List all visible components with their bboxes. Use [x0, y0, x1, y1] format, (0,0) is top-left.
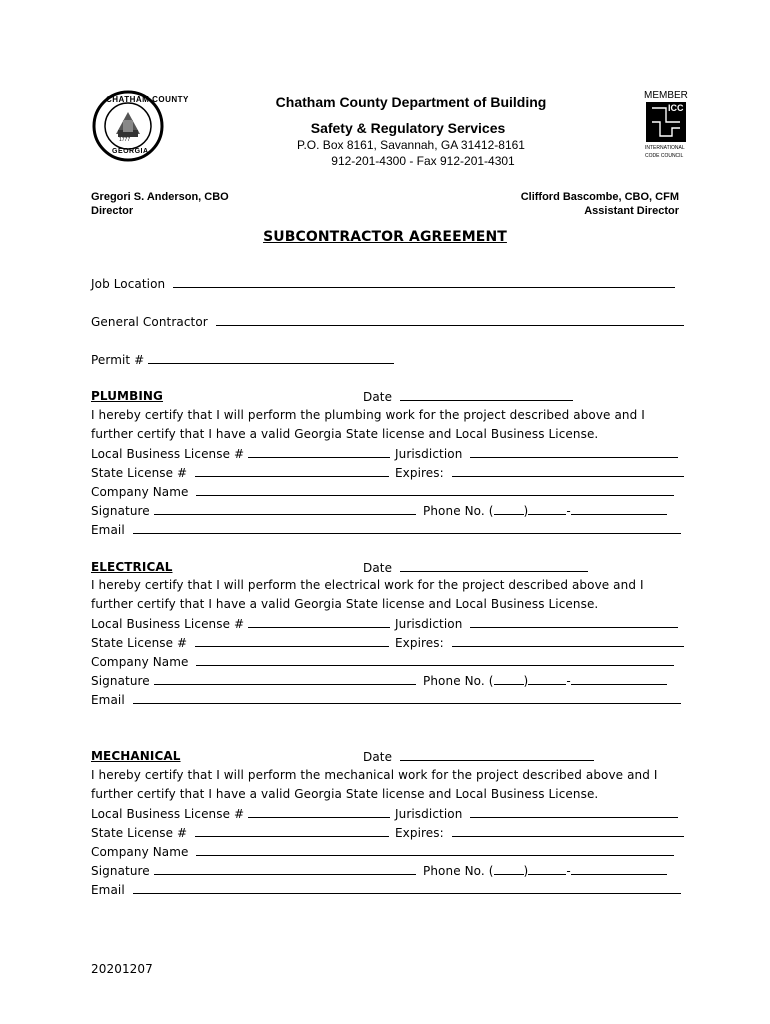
signature-input-line[interactable]	[154, 863, 416, 875]
phone-number-line[interactable]	[571, 673, 667, 685]
signature-label: Signature	[91, 864, 150, 878]
seal-text-bottom: GEORGIA	[112, 148, 149, 155]
date-field	[363, 560, 588, 575]
icc-member-label: MEMBER	[644, 90, 688, 101]
expires-label: Expires:	[395, 826, 444, 840]
state-license-field	[91, 635, 389, 650]
phone-area-line[interactable]	[494, 863, 524, 875]
date-input-line[interactable]	[400, 560, 588, 572]
state-license-field	[91, 825, 389, 840]
section-title: ELECTRICAL	[91, 560, 173, 574]
signature-field	[91, 503, 416, 518]
phone-field	[423, 863, 667, 878]
company-name-input-line[interactable]	[196, 844, 674, 856]
state-license-label: State License #	[91, 826, 188, 840]
phone-dash: -	[566, 864, 571, 878]
date-field	[363, 389, 573, 404]
cert-line-2: further certify that I have a valid Georgia State license and Local Business License.	[91, 597, 599, 611]
expires-field	[395, 825, 684, 840]
phone-dash: -	[566, 674, 571, 688]
phone-area-line[interactable]	[494, 503, 524, 515]
seal-text-top: CHATHAM COUNTY	[106, 95, 189, 104]
jurisdiction-input-line[interactable]	[470, 446, 678, 458]
phone-prefix-line[interactable]	[528, 863, 566, 875]
date-input-line[interactable]	[400, 389, 573, 401]
local-license-field	[91, 446, 390, 461]
form-title: SUBCONTRACTOR AGREEMENT	[263, 229, 507, 245]
job-location-field	[91, 276, 675, 291]
local-license-label: Local Business License #	[91, 447, 245, 461]
jurisdiction-field	[395, 806, 678, 821]
cert-line-1: I hereby certify that I will perform the mechanical work for the project described above and I	[91, 768, 658, 782]
signature-field	[91, 863, 416, 878]
local-license-input-line[interactable]	[248, 616, 390, 628]
phone-label: Phone No. (	[423, 864, 494, 878]
phone-number-line[interactable]	[571, 863, 667, 875]
jurisdiction-label: Jurisdiction	[395, 807, 463, 821]
expires-input-line[interactable]	[452, 635, 684, 647]
phone-field	[423, 673, 667, 688]
phone-dash: -	[566, 504, 571, 518]
expires-input-line[interactable]	[452, 825, 684, 837]
jurisdiction-field	[395, 616, 678, 631]
phone-area-line[interactable]	[494, 673, 524, 685]
email-input-line[interactable]	[133, 522, 681, 534]
assistant-director-title: Assistant Director	[584, 205, 679, 217]
expires-label: Expires:	[395, 636, 444, 650]
email-input-line[interactable]	[133, 882, 681, 894]
jurisdiction-input-line[interactable]	[470, 806, 678, 818]
director-name: Gregori S. Anderson, CBO	[91, 191, 229, 203]
phone-paren: )	[523, 504, 529, 518]
state-license-field	[91, 465, 389, 480]
expires-label: Expires:	[395, 466, 444, 480]
jurisdiction-label: Jurisdiction	[395, 447, 463, 461]
local-license-field	[91, 806, 390, 821]
jurisdiction-label: Jurisdiction	[395, 617, 463, 631]
cert-line-1: I hereby certify that I will perform the plumbing work for the project described above and I	[91, 408, 645, 422]
phone-paren: )	[523, 864, 529, 878]
phone-field	[423, 503, 667, 518]
date-input-line[interactable]	[400, 749, 594, 761]
icc-sub2: CODE COUNCIL	[645, 153, 684, 159]
jurisdiction-field	[395, 446, 678, 461]
signature-field	[91, 673, 416, 688]
icc-label: ICC	[668, 103, 684, 113]
dept-phone-fax: 912-201-4300 - Fax 912-201-4301	[331, 154, 515, 168]
local-license-label: Local Business License #	[91, 807, 245, 821]
director-title: Director	[91, 205, 134, 217]
email-field	[91, 882, 681, 897]
seal-year: 1777	[119, 137, 131, 143]
date-label: Date	[363, 390, 393, 404]
footer-code: 20201207	[91, 962, 153, 976]
dept-name-line1: Chatham County Department of Building	[275, 94, 547, 110]
dept-name-line2: Safety & Regulatory Services	[310, 120, 506, 136]
company-name-field	[91, 484, 674, 499]
company-name-field	[91, 654, 674, 669]
general-contractor-label: General Contractor	[91, 315, 208, 329]
cert-line-2: further certify that I have a valid Georgia State license and Local Business License.	[91, 787, 599, 801]
local-license-field	[91, 616, 390, 631]
icc-member-logo	[642, 90, 690, 164]
company-name-input-line[interactable]	[196, 484, 674, 496]
phone-number-line[interactable]	[571, 503, 667, 515]
jurisdiction-input-line[interactable]	[470, 616, 678, 628]
state-license-label: State License #	[91, 636, 188, 650]
state-license-input-line[interactable]	[195, 635, 389, 647]
phone-paren: )	[523, 674, 529, 688]
date-label: Date	[363, 750, 393, 764]
signature-input-line[interactable]	[154, 673, 416, 685]
company-name-label: Company Name	[91, 485, 189, 499]
email-field	[91, 692, 681, 707]
permit-input-line[interactable]	[148, 352, 394, 364]
section-title: PLUMBING	[91, 389, 164, 403]
permit-field	[91, 352, 394, 367]
local-license-input-line[interactable]	[248, 446, 390, 458]
phone-label: Phone No. (	[423, 504, 494, 518]
general-contractor-input-line[interactable]	[216, 314, 684, 326]
permit-label: Permit #	[91, 353, 145, 367]
cert-line-2: further certify that I have a valid Georgia State license and Local Business License.	[91, 427, 599, 441]
dept-address: P.O. Box 8161, Savannah, GA 31412-8161	[297, 138, 525, 152]
email-field	[91, 522, 681, 537]
date-field	[363, 749, 594, 764]
general-contractor-field	[91, 314, 684, 329]
phone-prefix-line[interactable]	[528, 503, 566, 515]
expires-field	[395, 465, 684, 480]
expires-input-line[interactable]	[452, 465, 684, 477]
section-title: MECHANICAL	[91, 749, 181, 763]
email-label: Email	[91, 523, 125, 537]
local-license-label: Local Business License #	[91, 617, 245, 631]
phone-label: Phone No. (	[423, 674, 494, 688]
email-label: Email	[91, 883, 125, 897]
email-input-line[interactable]	[133, 692, 681, 704]
expires-field	[395, 635, 684, 650]
local-license-input-line[interactable]	[248, 806, 390, 818]
state-license-label: State License #	[91, 466, 188, 480]
signature-input-line[interactable]	[154, 503, 416, 515]
icc-emblem	[646, 102, 686, 142]
company-name-input-line[interactable]	[196, 654, 674, 666]
cert-line-1: I hereby certify that I will perform the electrical work for the project described above and I	[91, 578, 644, 592]
state-license-input-line[interactable]	[195, 825, 389, 837]
company-name-field	[91, 844, 674, 859]
email-label: Email	[91, 693, 125, 707]
icc-sub1: INTERNATIONAL	[645, 145, 685, 151]
signature-label: Signature	[91, 504, 150, 518]
date-label: Date	[363, 561, 393, 575]
phone-prefix-line[interactable]	[528, 673, 566, 685]
signature-label: Signature	[91, 674, 150, 688]
company-name-label: Company Name	[91, 655, 189, 669]
company-name-label: Company Name	[91, 845, 189, 859]
job-location-label: Job Location	[91, 277, 166, 291]
state-license-input-line[interactable]	[195, 465, 389, 477]
job-location-input-line[interactable]	[173, 276, 675, 288]
assistant-director-name: Clifford Bascombe, CBO, CFM	[520, 191, 679, 203]
